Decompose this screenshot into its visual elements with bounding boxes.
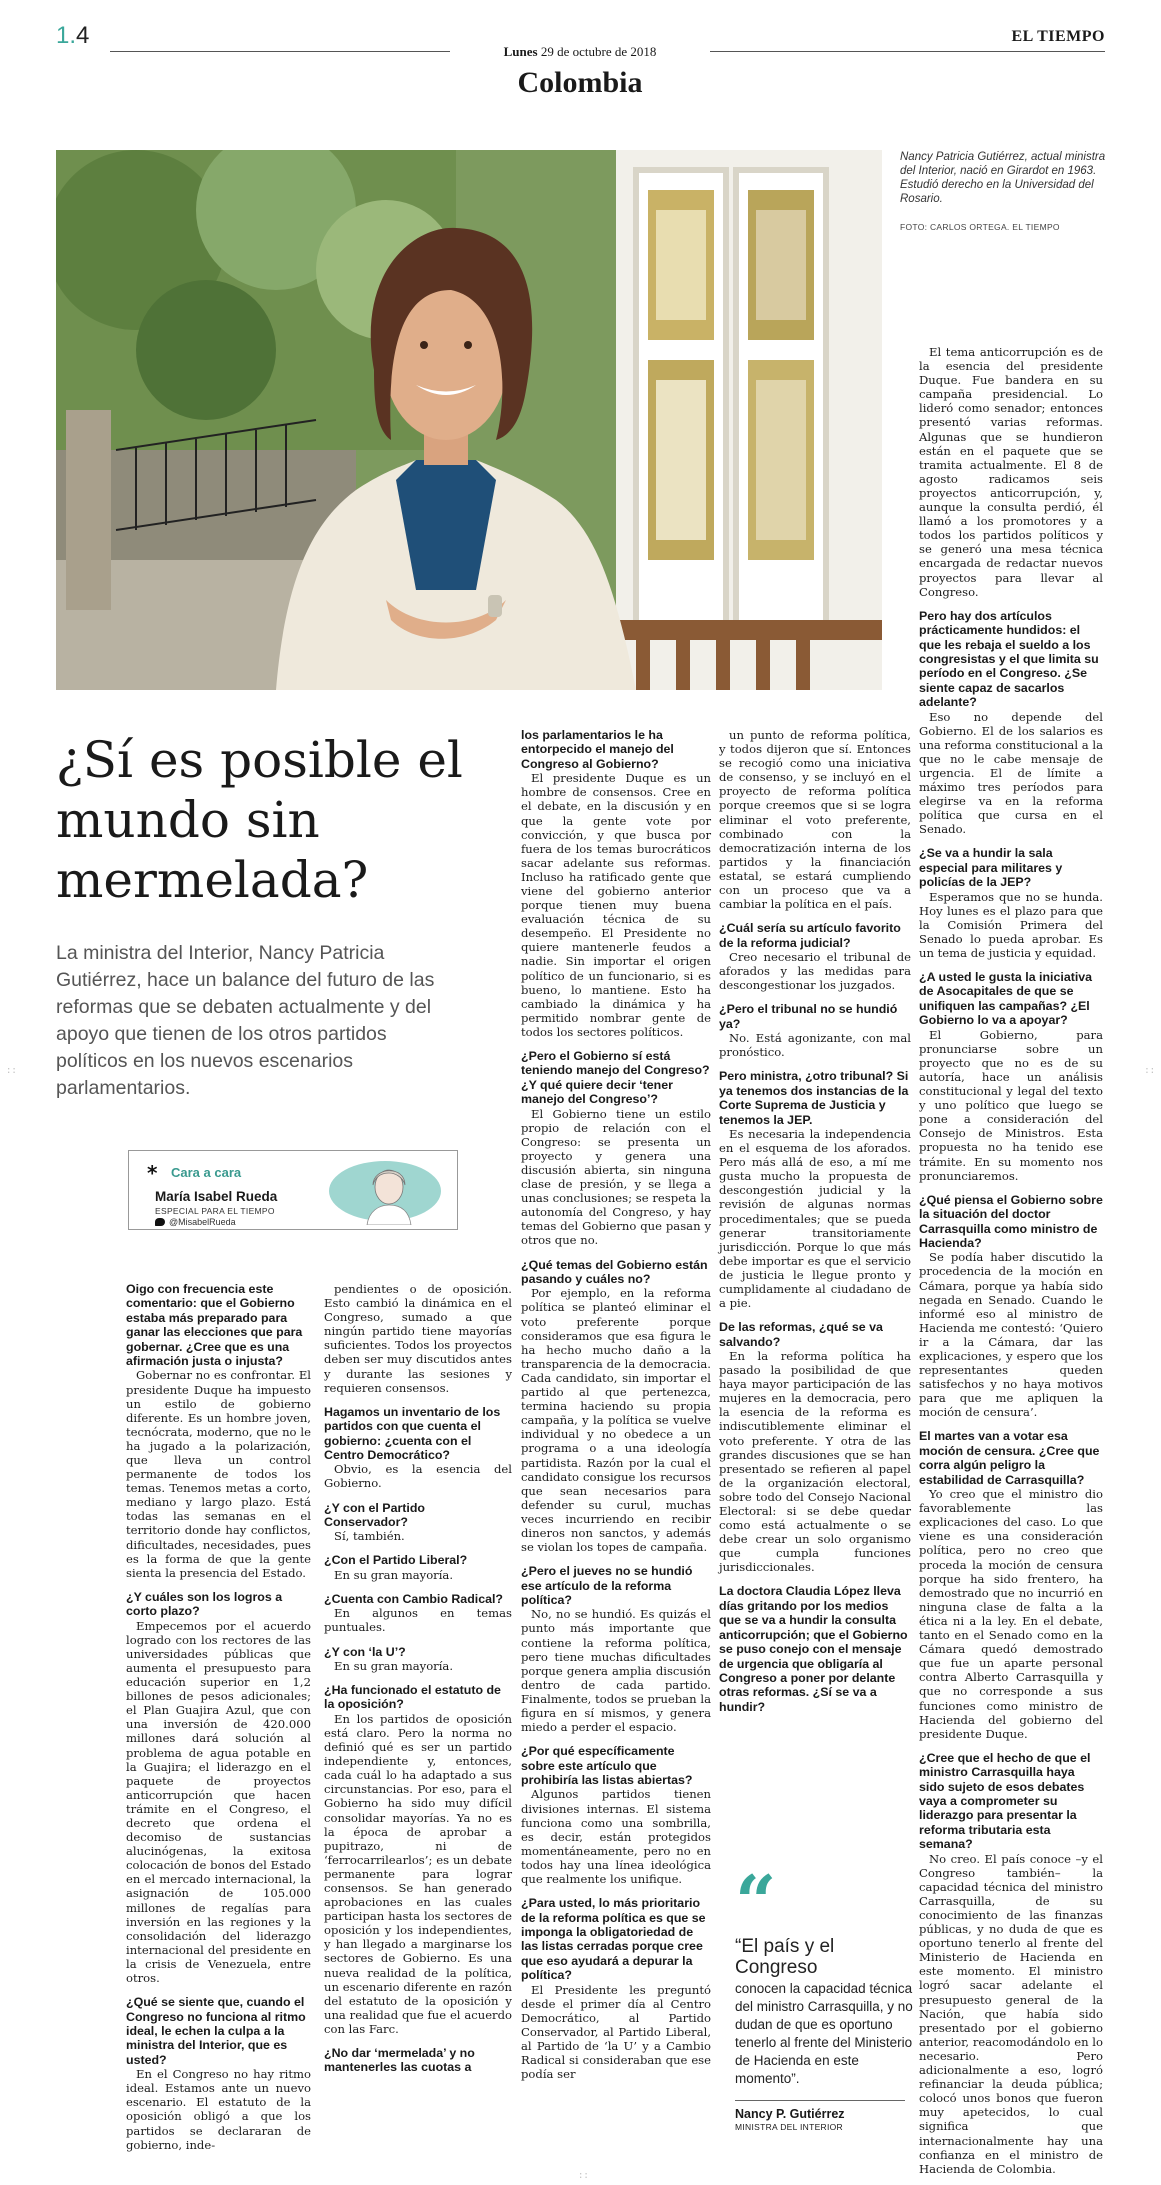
interview-question: ¿No dar ‘mermelada’ y no mantenerles las cuotas a (324, 2046, 475, 2075)
registration-mark-left: :: (6, 1066, 17, 1076)
byline-author: María Isabel Rueda (155, 1189, 278, 1204)
article-column-4 (719, 728, 911, 1714)
byline-box (128, 1150, 458, 1230)
deck: La ministra del Interior, Nancy Patricia Gutiérrez, hace un balance del futuro de las reformas que se debaten actualmente y del apoyo que tienen de los otros partidos políticos en los nuevos escenarios parlamentarios. (56, 942, 435, 1099)
interview-answer: No creo. El país conoce –y el Congreso también– la capacidad técnica del ministro Carrasquilla, de su conocimiento de las finanzas públicas, y no duda de que es oportuno tenerlo al frente del Ministerio de Hacienda en este momento. El ministro logró sacar adelante el presupuesto general de la Nación, que había sido presentado por el gobierno anterior, reacomodándolo en lo necesario. Pero adicionalmente a eso, logró refinanciar la deuda pública; colocó unos bonos que fueron muy apetecidos, lo cual significa que internacionalmente hay una confianza en el ministro de Hacienda de Colombia. (919, 1851, 1103, 2176)
page-number: 1.4 (56, 22, 90, 49)
byline-kicker: Cara a cara (171, 1165, 242, 1180)
interview-question: ¿Por qué específicamente sobre este artículo que prohibiría las listas abiertas? (521, 1744, 693, 1788)
interview-question: ¿Qué piensa el Gobierno sobre la situación del doctor Carrasquilla como ministro de Hacienda? (919, 1192, 1103, 1250)
interview-answer: En la reforma política ha pasado la posibilidad de que haya mayor participación de las mujeres en la democracia, pero la esencia de la reforma es indiscutiblemente eliminar el voto preferente. Y otra de las grandes discusiones que se han presentado se refieren al papel de la organización electoral, sobre todo del Consejo Nacional Electoral: si se debe quedar como está actualmente o se debe crear un solo organismo que cumpla funciones jurisdiccionales. (719, 1348, 911, 1575)
registration-mark-right: :: (1144, 1066, 1155, 1076)
interview-answer: Algunos partidos tienen divisiones internas. El sistema funciona como una sombrilla, es decir, están protegidos momentáneamente, pero no en todos hay una línea ideológica que realmente los unifique. (521, 1787, 711, 1886)
interview-answer: Empecemos por el acuerdo logrado con los rectores de las universidades públicas que aumenta el presupuesto para educación superior en 1,2 billones de pesos adicionales; el Plan Guajira Azul, que con una inversión de 420.000 millones dará solución al problema de agua potable en la Guajira; el liderazgo en el paquete de proyectos anticorrupción que hacen trámite en el Congreso, el decreto que ordena el decomiso de sustancias alucinógenas, la exitosa colocación de bonos del Estado en el mercado internacional, la asignación de 105.000 millones de regalías para inversión en las regiones y la consolidación del liderazgo internacional del presidente en la crisis de Venezuela, entre otros. (126, 1618, 311, 1985)
interview-answer: Se podía haber discutido la procedencia de la moción en Cámara, porque ya había sido negada en Senado. Cuando le informé eso al ministro de Hacienda me contestó: ‘Quiero ir a la Cámara, dar las explicaciones, y espero que los representantes queden satisfechos y no haya motivos para que me apliquen la moción de censura’. (919, 1250, 1103, 1420)
interview-answer: Eso no depende del Gobierno. El de los salarios es una reforma constitucional a la que no le cabe mensaje de urgencia. El de límite a máximo tres períodos para elegirse va en la reforma política que cursa en el Senado. (919, 709, 1103, 837)
interview-answer: Creo necesario el tribunal de aforados y las medidas para descongestionar los juzgados. (719, 950, 911, 993)
interview-question: ¿Cree que el hecho de que el ministro Carrasquilla haya sido sujeto de esos debates vaya a comprometer su liderazgo para presentar la reforma tributaria esta semana? (919, 1750, 1091, 1852)
interview-answer: Esperamos que no se hunda. Hoy lunes es el plazo para que la Comisión Primera del Senado lo pueda aprobar. Es un tema de justicia y equidad. (919, 889, 1103, 960)
interview-answer: En su gran mayoría. (334, 1658, 454, 1673)
interview-answer: El Gobierno tiene un estilo propio de relación con el Congreso: se presenta un proyecto y genera una discusión abierta, sin ninguna clase de presión, y se llega a unas conclusiones; se respeta la autonomía del Congreso, y hay temas del Gobierno que pasan y otros que no. (521, 1106, 711, 1248)
pull-quote-author: Nancy P. Gutiérrez (735, 2107, 845, 2121)
interview-question: ¿Qué se siente que, cuando el Congreso no funciona al ritmo ideal, le echen la culpa a la ministra del Interior, que es usted? (126, 1995, 306, 2067)
photo-caption: Nancy Patricia Gutiérrez, actual ministra del Interior, nació en Girardot en 1963. Estudió derecho en la Universidad del Rosario. (900, 151, 1106, 205)
main-photo (56, 150, 882, 690)
headline: ¿Sí es posible el mundo sin mermelada? (56, 731, 463, 909)
interview-answer: No. Está agonizante, con mal pronóstico. (719, 1031, 911, 1060)
photo-credit: FOTO: CARLOS ORTEGA. EL TIEMPO (900, 222, 1060, 232)
interview-answer: El Gobierno, para pronunciarse sobre un proyecto que no es de su autoría, hace un análisis constitucional y legal del texto y uno político que luego se pone a consideración del Consejo de Ministros. Esta propuesta no ha tenido ese trámite. En su momento nos pronunciaremos. (919, 1027, 1103, 1183)
author-portrait (329, 1157, 449, 1225)
pull-quote-author-role: MINISTRA DEL INTERIOR (735, 2122, 843, 2132)
interview-question: los parlamentarios le ha entorpecido el manejo del Congreso al Gobierno? (521, 728, 674, 771)
interview-question: ¿Ha funcionado el estatuto de la oposición? (324, 1683, 501, 1712)
interview-answer: El presidente Duque es un hombre de consensos. Cree en el debate, en la discusión y en que la gente vote por convicción, y que busca por fuera de los temas burocráticos sacar adelante sus reformas. Incluso ha ratificado gente que viene del gobierno anterior porque tienen muy buena evaluación técnica de su desempeño. El Presidente no quiere mantenerle feudos a nadie. Sin importar el origen político de un funcionario, si es bueno, lo mantiene. Esto ha cambiado la dinámica y ha permitido nombrar gente de todos los sectores políticos. (521, 771, 711, 1039)
interview-answer: En su gran mayoría. (334, 1567, 454, 1582)
interview-question: El martes van a votar esa moción de censura. ¿Cree que corra algún peligro la estabilidad de Carrasquilla? (919, 1429, 1100, 1487)
interview-question: ¿Y con ‘la U’? (324, 1644, 406, 1659)
interview-answer: un punto de reforma política, y todos dijeron que sí. Entonces se recogió como una iniciativa de consenso, y se incluyó en el proyecto de reforma política porque creemos que si se logra eliminar el voto preferente, combinado con la democratización interna de los partidos y la financiación estatal, se estará cumpliendo con un proceso que va a cambiar la política en el país. (719, 728, 911, 912)
interview-question: La doctora Claudia López lleva días gritando por los medios que se va a hundir la consulta anticorrupción; que el Gobierno se puso conejo con el mensaje de urgencia que obligaría al Congreso a poner por delante otras reformas. ¿Sí se va a hundir? (719, 1584, 908, 1714)
header-rule-left (110, 51, 450, 52)
byline-twitter[interactable]: @MisabelRueda (155, 1217, 236, 1227)
interview-question: ¿Pero el jueves no se hundió ese artículo de la reforma política? (521, 1564, 693, 1607)
asterisk-icon: * (147, 1161, 158, 1185)
quote-mark-icon: “ (735, 1859, 777, 1944)
interview-answer: En algunos en temas puntuales. (324, 1606, 512, 1635)
interview-question: ¿A usted le gusta la iniciativa de Asocapitales de que se unifiquen las campañas? ¿El Gobierno lo va a apoyar? (919, 970, 1093, 1028)
pull-quote (735, 1859, 915, 2132)
interview-question: ¿Y cuáles son los logros a corto plazo? (126, 1589, 283, 1619)
interview-answer: El tema anticorrupción es de la esencia del presidente Duque. Fue bandera en su campaña presidencial. Lo lideró como senador; entonces presentó varias reformas. Algunas que se hundieron están en el paquete que se tramita actualmente. El 8 de agosto radicamos seis proyectos anticorrupción, y, aunque la consulta perdió, él llamó a los promotores y a todos los partidos políticos y se generó una mesa técnica encargada de redactar nuevos proyectos para llevar al Congreso. (919, 345, 1103, 599)
interview-question: Oigo con frecuencia este comentario: que el Gobierno estaba más preparado para ganar las elecciones que para gobernar. ¿Cree que es una afirmación justa o injusta? (126, 1282, 303, 1369)
section-title: Colombia (517, 66, 643, 99)
header-rule-right (710, 51, 1105, 52)
article-column-2 (324, 1282, 512, 2075)
interview-question: ¿Pero el Gobierno sí está teniendo manejo del Congreso? ¿Y qué quiere decir ‘tener manejo del Congreso’? (521, 1049, 710, 1107)
byline-role: ESPECIAL PARA EL TIEMPO (155, 1206, 275, 1216)
interview-question: ¿Qué temas del Gobierno están pasando y cuáles no? (521, 1257, 708, 1286)
interview-answer: No, no se hundió. Es quizás el punto más importante que contiene la reforma política, pero tiene muchas dificultades porque genera amplia discusión dentro de cada partido. Finalmente, todos se prueban la figura en sí mismos, y genera miedo a perder el espacio. (521, 1607, 711, 1735)
interview-answer: Sí, también. (334, 1529, 405, 1544)
interview-question: ¿Con el Partido Liberal? (324, 1553, 468, 1568)
interview-question: ¿Pero el tribunal no se hundió ya? (719, 1002, 898, 1031)
registration-mark-bottom: :: (578, 2171, 589, 2181)
interview-answer: Por ejemplo, en la reforma política se planteó eliminar el voto preferente porque consideramos que esa figura le ha hecho mucho daño a la transparencia de la democracia. Cada candidato, sin importar el partido al que pertenezca, termina haciendo su propia campaña, y la política se vuelve individual y no obedece a un programa o a una ideología partidista. Razón por la cual el candidato consigue los recursos que sean necesarios para defender su curul, muchas veces incurriendo en recibir dineros non sanctos, y además se violan los topes de campaña. (521, 1286, 711, 1555)
interview-answer: Es necesaria la independencia en el esquema de los aforados. Pero más allá de eso, a mí me gusta mucho la propuesta de descongestión judicial y la revisión de algunas normas procedimentales; que se pueda generar transitoriamente jurisdicción. Porque lo que más debe importar es que el servicio de justicia le llegue pronto y cumplidamente al ciudadano de a pie. (719, 1126, 911, 1311)
brand-logo: EL TIEMPO (1011, 28, 1105, 45)
interview-question: ¿Cuenta con Cambio Radical? (324, 1591, 503, 1606)
interview-answer: Yo creo que el ministro dio favorablemente las explicaciones del caso. Lo que viene es una consideración política, pero no creo que proceda la moción de censura porque ha sido frentero, ha demostrado que no incurrió en ninguna clase de falta a la ética ni a la ley. En el debate, tanto en el Senado como en la Cámara quedó demostrado que fue un aparte personal contra Alberto Carrasquilla y que no corresponde a sus funciones como ministro de Hacienda del gobierno del presidente Duque. (919, 1487, 1103, 1741)
interview-question: ¿Cuál sería su artículo favorito de la reforma judicial? (719, 921, 901, 950)
interview-question: Pero hay dos artículos prácticamente hundidos: el que les rebaja el sueldo a los congresistas y el que limita su período en el Congreso. ¿Se siente capaz de sacarlos adelante? (919, 608, 1099, 710)
interview-question: ¿Para usted, lo más prioritario de la reforma política es que se imponga la obligatoriedad de las listas cerradas porque cree que eso ayudará a depurar la política? (521, 1896, 706, 1983)
interview-answer: En los partidos de oposición está claro. Pero la norma no definió qué es ser un partido independiente y, entonces, cada cuál lo ha adaptado a sus circunstancias. Por eso, para el Gobierno ha sido muy difícil consolidar mayorías. Ya no es la época de aprobar a pupitrazo, ni de ‘ferrocarrilearlos’; es un debate permanente para lograr consensos. Se han generado aprobaciones en las cuales participan hasta los sectores de oposición y los independientes, y han llegado a marginarse los sectores de Gobierno. Es una nueva realidad de la política, un escenario diferente en razón del estatuto de la oposición y una realidad que fue el acuerdo con las Farc. (324, 1711, 512, 2036)
interview-answer: Gobernar no es confrontar. El presidente Duque ha impuesto un estilo de gobierno diferente. Es un hombre joven, tecnócrata, moderno, que no le ha jugado a la polarización, que lleva un control permanente de todos los temas. Tenemos metas a corto, mediano y largo plazo. Está todas las semanas en el territorio donde hay conflictos, dificultades, necesidades, pues es la forma de que la gente sienta la presencia del Estado. (126, 1368, 311, 1580)
interview-question: De las reformas, ¿qué se va salvando? (719, 1320, 883, 1349)
interview-answer: En el Congreso no hay ritmo ideal. Estamos ante un nuevo escenario. El estatuto de la oposición obligó a que los partidos se declararan de gobierno, inde- (126, 2067, 311, 2152)
interview-answer: pendientes o de oposición. Esto cambió la dinámica en el Congreso, sumado a que ningún partido tiene mayorías suficientes. Todos los proyectos deben ser muy discutidos antes y durante las sesiones y requieren consensos. (324, 1282, 512, 1395)
issue-date: Lunes 29 de octubre de 2018 (503, 44, 657, 59)
article-column-3 (521, 728, 711, 2081)
interview-question: Hagamos un inventario de los partidos con que cuenta el gobierno: ¿cuenta con el Centro Democrático? (324, 1404, 501, 1462)
interview-answer: El Presidente les preguntó desde el primer día al Centro Democrático, al Partido Conservador, al Partido Liberal, al Partido de ‘la U’ y a Cambio Radical si consideraban que ese podía ser (521, 1982, 711, 2082)
article-column-5 (919, 345, 1103, 2176)
interview-answer: Obvio, es la esencia del Gobierno. (324, 1462, 512, 1491)
article-column-1 (126, 1282, 311, 2152)
pull-quote-lead: “El país y el Congreso (735, 1936, 835, 1978)
twitter-icon (155, 1218, 165, 1226)
interview-question: ¿Se va a hundir la sala especial para militares y policías de la JEP? (919, 846, 1063, 890)
interview-question: ¿Y con el Partido Conservador? (324, 1500, 425, 1529)
interview-question: Pero ministra, ¿otro tribunal? Si ya tenemos dos instancias de la Corte Suprema de Justicia y tenemos la JEP. (719, 1069, 909, 1127)
pull-quote-divider (735, 2100, 905, 2101)
pull-quote-text: conocen la capacidad técnica del ministro Carrasquilla, y no dudan de que es oportuno tenerlo al frente del Ministerio de Hacienda en este momento”. (735, 1981, 913, 2086)
